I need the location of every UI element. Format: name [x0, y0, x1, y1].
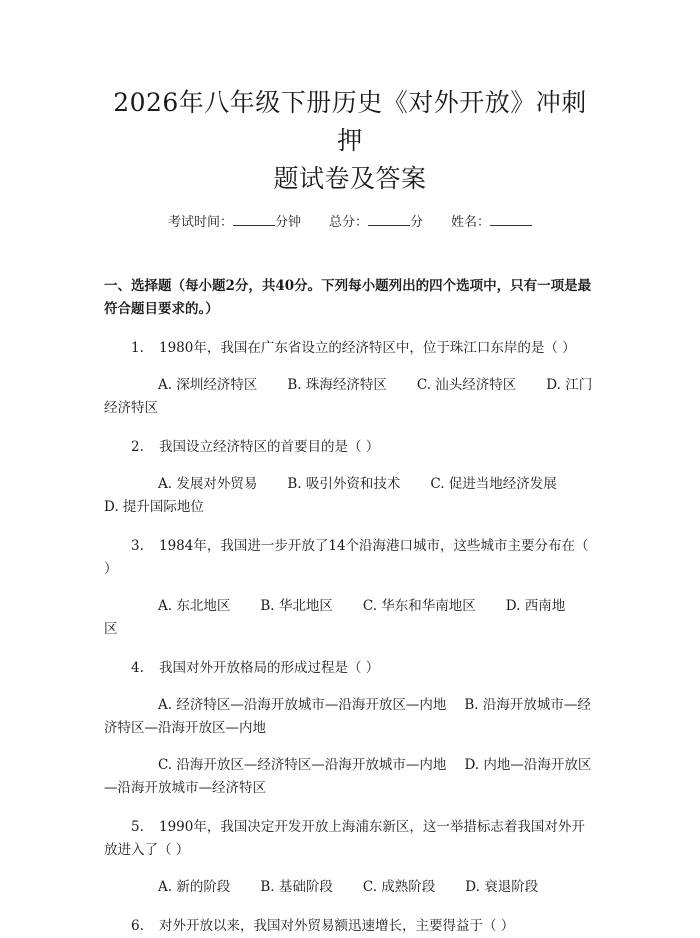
option: C. 沿海开放区—经济特区—沿海开放城市—内地 [158, 757, 447, 773]
option: B. 吸引外资和技术 [287, 476, 401, 492]
question-2: 2. 我国设立经济特区的首要目的是（ ） [131, 439, 380, 455]
option: A. 经济特区—沿海开放城市—沿海开放区—内地 [158, 697, 447, 713]
section-heading-choice: 一、选择题（每小题2分，共40分。下列每小题列出的四个选项中，只有一项是最符合题目要求的。） [104, 278, 592, 317]
question-4: 4. 我国对外开放格局的形成过程是（ ） [131, 660, 380, 676]
question-5-options [104, 876, 596, 899]
score-field: 总分： 分 [329, 212, 423, 233]
option: D. 提升国际地位 [104, 499, 204, 515]
option: B. 珠海经济特区 [287, 377, 387, 393]
option: C. 汕头经济特区 [416, 377, 517, 393]
question-5: 5. 1990年，我国决定开发开放上海浦东新区，这一举措标志着我国对外开放进入了（ ） [104, 819, 585, 858]
question-2-options [104, 473, 596, 519]
option: D. 内地—沿海开放区—沿海开放城市—经济特区 [104, 757, 592, 796]
time-blank[interactable] [233, 212, 275, 226]
option: A. 东北地区 [158, 598, 231, 614]
option: B. 华北地区 [260, 598, 333, 614]
option: C. 华东和华南地区 [362, 598, 476, 614]
exam-meta [104, 212, 596, 233]
option: A. 深圳经济特区 [158, 377, 258, 393]
title-line-2: 题试卷及答案 [273, 164, 427, 193]
name-field: 姓名： [451, 212, 532, 233]
time-field: 考试时间： 分钟 [168, 212, 301, 233]
question-3: 3. 1984年，我国进一步开放了14个沿海港口城市，这些城市主要分布在（ ） [104, 538, 589, 577]
option: C. 促进当地经济发展 [430, 476, 557, 492]
option: A. 发展对外贸易 [158, 476, 258, 492]
option: A. 新的阶段 [158, 879, 231, 895]
name-blank[interactable] [490, 212, 532, 226]
option: C. 成熟阶段 [362, 879, 436, 895]
question-4-options-ab [104, 694, 596, 740]
option: D. 衰退阶段 [465, 879, 539, 895]
question-6: 6. 对外开放以来，我国对外贸易额迅速增长，主要得益于（ ） [131, 918, 515, 934]
question-1-options [104, 374, 596, 420]
question-3-options [104, 595, 596, 641]
option: B. 沿海开放城市—经济特区—沿海开放区—内地 [104, 697, 591, 736]
option: D. 西南地区 [104, 598, 566, 637]
title-line-1: 2026年八年级下册历史《对外开放》冲刺押 [113, 88, 587, 155]
option: D. 江门经济特区 [104, 377, 593, 416]
exam-title [104, 0, 596, 198]
score-blank[interactable] [368, 212, 410, 226]
question-1: 1. 1980年，我国在广东省设立的经济特区中，位于珠江口东岸的是（ ） [131, 340, 576, 356]
question-4-options-cd [104, 754, 596, 800]
option: B. 基础阶段 [260, 879, 333, 895]
